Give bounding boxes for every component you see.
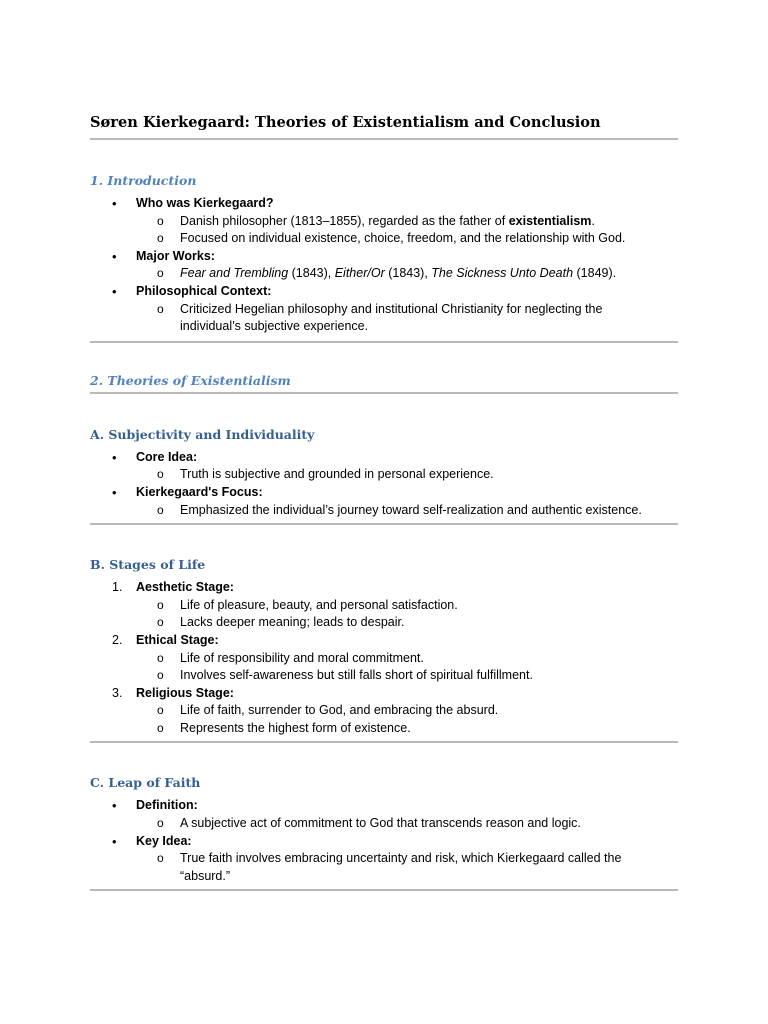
sub-list-item: o Life of pleasure, beauty, and personal satisfaction.: [90, 597, 678, 615]
sub-list-item: o True faith involves embracing uncertainty and risk, which Kierkegaard called the “absurd.”: [157, 851, 622, 883]
sub-bullet-icon: o: [157, 851, 164, 866]
sub-list-item: o Danish philosopher (1813–1855), regarded as the father of existentialism.: [90, 213, 678, 231]
section-rule: [90, 889, 678, 891]
bullet-icon: •: [112, 833, 117, 849]
section-heading-subjectivity: A. Subjectivity and Individuality: [90, 426, 315, 442]
sub-list-item: o Criticized Hegelian philosophy and institutional Christianity for neglecting the individual’s subjective experience.: [157, 301, 603, 334]
document-page: [90, 114, 678, 891]
bullet-icon: •: [112, 449, 117, 465]
subjectivity-list: [90, 449, 678, 519]
bullet-icon: •: [112, 798, 117, 814]
introduction-list: [90, 195, 678, 336]
sub-bullet-icon: o: [157, 597, 164, 612]
section-heading-theories: 2. Theories of Existentialism: [90, 372, 291, 388]
list-item: • Definition: o A subjective act of commitment to God that transcends reason and logic.: [90, 797, 678, 832]
sub-list-item: o Involves self-awareness but still falls short of spiritual fulfillment.: [90, 667, 678, 685]
section-heading-introduction: 1. Introduction: [90, 173, 197, 188]
sub-bullet-icon: o: [157, 301, 164, 316]
sub-bullet-icon: o: [157, 650, 164, 665]
sub-bullet-icon: o: [157, 668, 164, 683]
sub-bullet-icon: o: [157, 231, 164, 246]
document-title: Søren Kierkegaard: Theories of Existentialism and Conclusion: [90, 114, 601, 131]
bullet-icon: •: [112, 248, 117, 264]
sub-list-item: o Represents the highest form of existence.: [90, 720, 678, 738]
bullet-icon: •: [112, 484, 117, 500]
sub-list-item: o Fear and Trembling (1843), Either/Or (1843), The Sickness Unto Death (1849).: [90, 265, 678, 283]
list-item: • Kierkegaard's Focus: o Emphasized the individual’s journey toward self-realization and authentic existence.: [90, 484, 678, 519]
sub-bullet-icon: o: [157, 502, 164, 517]
sub-bullet-icon: o: [157, 816, 164, 831]
sub-list-item: o Life of faith, surrender to God, and embracing the absurd.: [90, 702, 678, 720]
sub-bullet-icon: o: [157, 615, 164, 630]
list-item: • Core Idea: o Truth is subjective and grounded in personal experience.: [90, 449, 678, 484]
sub-list-item: o A subjective act of commitment to God that transcends reason and logic.: [90, 815, 678, 833]
sub-bullet-icon: o: [157, 467, 164, 482]
leap-of-faith-list: [90, 797, 678, 885]
bullet-icon: •: [112, 283, 117, 299]
sub-list-item: o Focused on individual existence, choice, freedom, and the relationship with God.: [90, 230, 678, 248]
list-item: 2. Ethical Stage: o Life of responsibility and moral commitment. o Involves self-awareness but still falls short of spiritual fulfillment.: [90, 632, 678, 685]
sub-bullet-icon: o: [157, 266, 164, 281]
bullet-icon: •: [112, 196, 117, 211]
sub-bullet-icon: o: [157, 703, 164, 718]
sub-bullet-icon: o: [157, 213, 164, 228]
list-item: • Key Idea: o True faith involves embracing uncertainty and risk, which Kierkegaard called the “absurd.”: [90, 833, 678, 886]
list-item: 3. Religious Stage: o Life of faith, surrender to God, and embracing the absurd. o Represents the highest form of existence.: [90, 685, 678, 738]
sub-list-item: o Lacks deeper meaning; leads to despair.: [90, 614, 678, 632]
sub-bullet-icon: o: [157, 720, 164, 735]
list-item: • Philosophical Context: o Criticized Hegelian philosophy and institutional Christianity for neglecting the individual’s subjective experience.: [90, 283, 678, 336]
stages-list: [90, 579, 678, 737]
section-heading-stages: B. Stages of Life: [90, 557, 206, 573]
sub-list-item: o Truth is subjective and grounded in personal experience.: [90, 466, 678, 484]
sub-list-item: o Life of responsibility and moral commitment.: [90, 650, 678, 668]
list-item: 1. Aesthetic Stage: o Life of pleasure, beauty, and personal satisfaction. o Lacks deeper meaning; leads to despair.: [90, 579, 678, 632]
list-item: • Major Works: o Fear and Trembling (1843), Either/Or (1843), The Sickness Unto Death (1849).: [90, 248, 678, 283]
section-heading-leap-of-faith: C. Leap of Faith: [90, 775, 201, 791]
sub-list-item: o Emphasized the individual’s journey toward self-realization and authentic existence.: [90, 502, 678, 520]
list-item: • Who was Kierkegaard? o Danish philosopher (1813–1855), regarded as the father of existentialism. o Focused on individual existence, choice, freedom, and the relationship with God.: [90, 195, 678, 248]
